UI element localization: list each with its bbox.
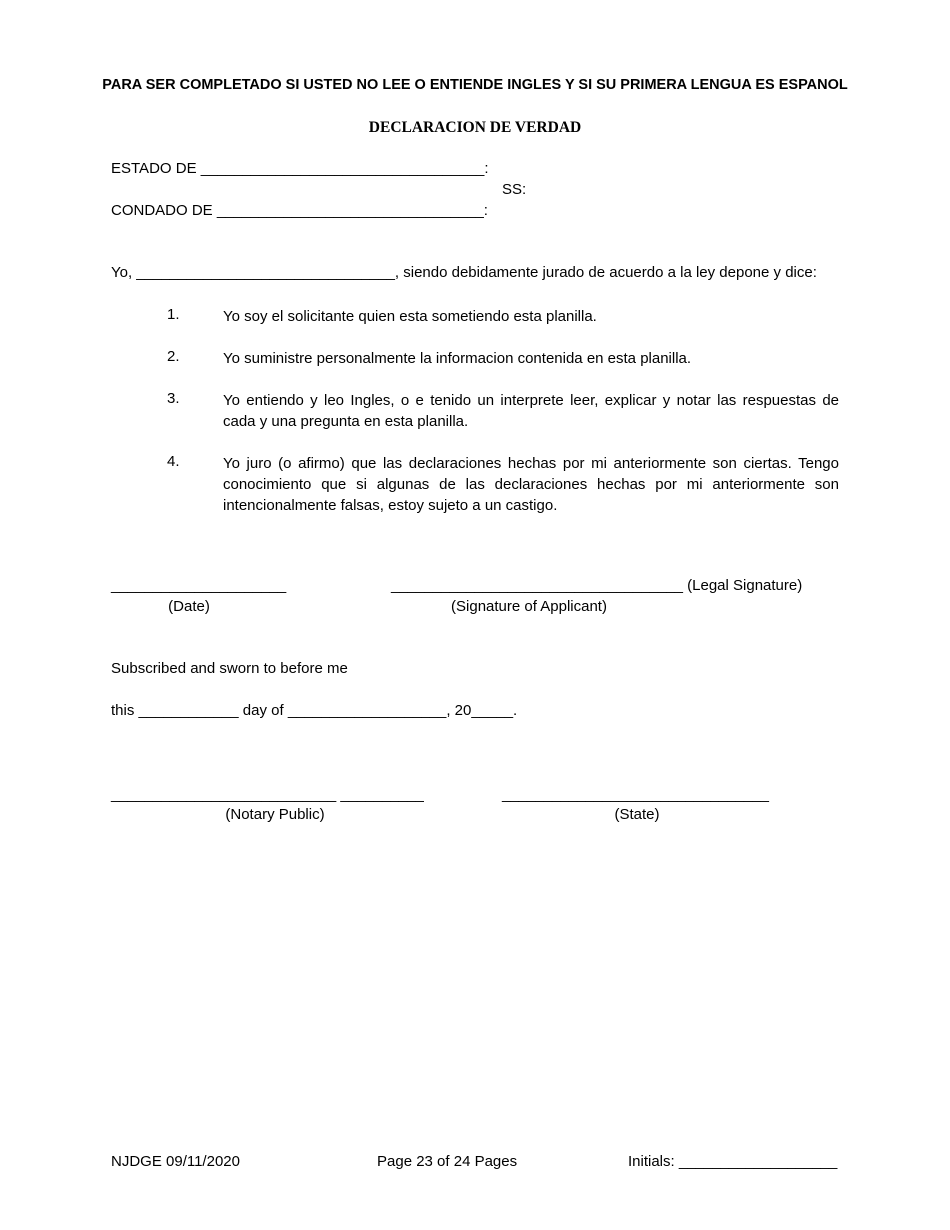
state-line: ________________________________: [502, 786, 769, 803]
item-text: Yo juro (o afirmo) que las declaraciones hechas por mi anteriormente son ciertas. Tengo conocimiento que si algunas de las declaraciones hechas por mi anteriormente son intencionalmente falsas, estoy sujeto a un castigo.: [223, 455, 839, 514]
form-id: NJDGE 09/11/2020: [111, 1153, 240, 1170]
ss-label: SS:: [502, 181, 527, 198]
notary-public-label: (Notary Public): [225, 806, 325, 823]
legal-signature-line: ___________________________________ (Legal Signature): [391, 577, 803, 594]
item-number: 2.: [167, 348, 180, 365]
declaration-title: DECLARACION DE VERDAD: [368, 119, 582, 136]
applicant-signature-label: (Signature of Applicant): [451, 598, 607, 615]
item-text: Yo soy el solicitante quien esta sometiendo esta planilla.: [223, 308, 597, 325]
date-sworn-line: this ____________ day of ___________________, 20_____.: [111, 702, 518, 719]
condado-field: CONDADO DE ________________________________:: [111, 202, 488, 219]
subscribed-statement: Subscribed and sworn to before me: [111, 660, 348, 677]
item-text: Yo entiendo y leo Ingles, o e tenido un interprete leer, explicar y notar las respuestas de cada y una pregunta en esta planilla.: [223, 392, 839, 430]
item-number: 3.: [167, 390, 180, 407]
state-label: (State): [614, 806, 660, 823]
item-text: Yo suministre personalmente la informacion contenida en esta planilla.: [223, 350, 692, 367]
item-number: 4.: [167, 453, 180, 470]
estado-field: ESTADO DE __________________________________:: [111, 160, 489, 177]
date-line: _____________________: [111, 577, 287, 594]
page-number: Page 23 of 24 Pages: [377, 1153, 518, 1170]
form-instruction-heading: PARA SER COMPLETADO SI USTED NO LEE O ENTIENDE INGLES Y SI SU PRIMERA LENGUA ES ESPANOL: [102, 77, 848, 93]
oath-statement: Yo, _______________________________, siendo debidamente jurado de acuerdo a la ley depone y dice:: [111, 264, 817, 281]
notary-signature-line: ___________________________ __________: [111, 786, 424, 803]
initials-field: Initials: ___________________: [628, 1153, 838, 1170]
item-number: 1.: [167, 306, 180, 323]
date-label: (Date): [168, 598, 210, 615]
